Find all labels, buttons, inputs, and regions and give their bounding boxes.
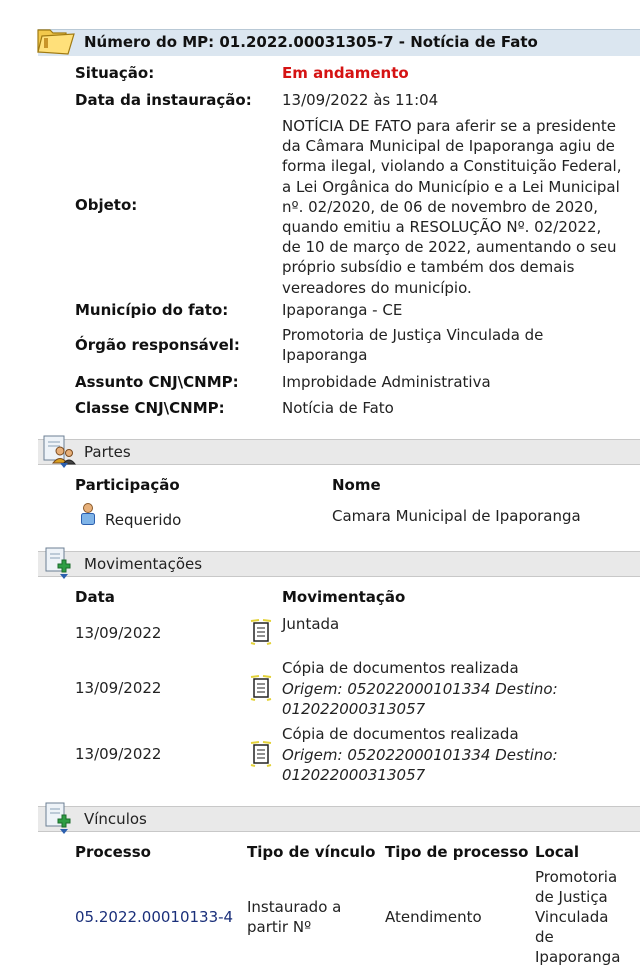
objeto-line: da Câmara Municipal de Ipaporanga agiu de: [282, 137, 615, 156]
partes-title: Partes: [84, 443, 131, 461]
objeto-line: NOTÍCIA DE FATO para aferir se a presidente: [282, 117, 616, 135]
vinculos-title: Vínculos: [84, 810, 147, 828]
folder-icon: [36, 24, 78, 56]
mov-col-movimentacao: Movimentação: [282, 588, 406, 606]
document-icon[interactable]: [249, 675, 273, 701]
partes-icon: [42, 434, 78, 468]
mov-row-origem: Origem: 052022000101334 Destino:: [282, 680, 558, 698]
assunto-value: Improbidade Administrativa: [282, 373, 491, 391]
objeto-line: forma ilegal, violando a Constituição Federal,: [282, 157, 622, 176]
data-instauracao-label: Data da instauração:: [75, 91, 252, 109]
mp-header: [38, 29, 640, 56]
vinc-col-tipo-processo: Tipo de processo: [385, 843, 529, 861]
situacao-value: Em andamento: [282, 64, 409, 82]
mov-row-destino: 012022000313057: [282, 700, 426, 718]
vinc-col-processo: Processo: [75, 843, 151, 861]
classe-value: Notícia de Fato: [282, 399, 394, 417]
vinc-local-line: Promotoria: [535, 868, 618, 886]
classe-label: Classe CNJ\CNMP:: [75, 399, 225, 417]
mov-row-destino: 012022000313057: [282, 766, 426, 784]
municipio-value: Ipaporanga - CE: [282, 301, 403, 319]
parte-participacao: Requerido: [105, 511, 182, 529]
objeto-line: vereadores do município.: [282, 278, 472, 297]
vinc-tipo-vinculo-line1: Instaurado a: [247, 898, 342, 916]
mov-row-text: Juntada: [282, 615, 340, 633]
vinc-tipo-processo: Atendimento: [385, 908, 482, 926]
partes-col-participacao: Participação: [75, 476, 180, 494]
orgao-value-line2: Ipaporanga: [282, 346, 368, 364]
orgao-value-line1: Promotoria de Justiça Vinculada de: [282, 326, 544, 344]
objeto-label: Objeto:: [75, 196, 138, 214]
mov-row-text: Cópia de documentos realizada: [282, 725, 519, 743]
mov-col-data: Data: [75, 588, 115, 606]
objeto-line: quando emitiu a RESOLUÇÃO Nº. 02/2022,: [282, 218, 602, 237]
vinculos-icon: [42, 801, 78, 835]
movimentacoes-header[interactable]: [38, 551, 640, 577]
partes-header[interactable]: [38, 439, 640, 465]
mov-row-data: 13/09/2022: [75, 679, 162, 697]
assunto-label: Assunto CNJ\CNMP:: [75, 373, 239, 391]
vinc-col-local: Local: [535, 843, 580, 861]
movimentacoes-icon: [42, 546, 78, 580]
person-icon: [79, 502, 97, 526]
objeto-value: [282, 116, 622, 298]
document-icon[interactable]: [249, 741, 273, 767]
objeto-line: de 10 de março de 2022, aumentando o seu: [282, 238, 617, 257]
vinc-local: [535, 867, 640, 967]
objeto-line: próprio subsídio e também dos demais: [282, 258, 575, 277]
mp-title: Número do MP: 01.2022.00031305-7 - Notícia de Fato: [84, 33, 538, 51]
vinc-tipo-vinculo-line2: partir Nº: [247, 918, 312, 936]
vinc-local-line: Vinculada: [535, 908, 609, 926]
document-icon[interactable]: [249, 619, 273, 645]
orgao-label: Órgão responsável:: [75, 336, 240, 354]
movimentacoes-title: Movimentações: [84, 555, 203, 573]
vinc-local-line: de: [535, 928, 554, 946]
objeto-line: a Lei Orgânica do Município e a Lei Municipal: [282, 177, 620, 196]
vinc-processo-link[interactable]: 05.2022.00010133-4: [75, 908, 234, 926]
vinc-local-line: de Justiça: [535, 888, 608, 906]
objeto-line: nº. 02/2020, de 06 de novembro de 2020,: [282, 197, 599, 216]
parte-nome: Camara Municipal de Ipaporanga: [332, 507, 581, 525]
mov-row-text: Cópia de documentos realizada: [282, 659, 519, 677]
data-instauracao-value: 13/09/2022 às 11:04: [282, 91, 439, 109]
vinculos-header[interactable]: [38, 806, 640, 832]
mov-row-data: 13/09/2022: [75, 745, 162, 763]
mov-row-data: 13/09/2022: [75, 624, 162, 642]
vinc-local-line: Ipaporanga: [535, 948, 621, 966]
vinc-col-tipo-vinculo: Tipo de vínculo: [247, 843, 376, 861]
municipio-label: Município do fato:: [75, 301, 229, 319]
mov-row-origem: Origem: 052022000101334 Destino:: [282, 746, 558, 764]
partes-col-nome: Nome: [332, 476, 381, 494]
situacao-label: Situação:: [75, 64, 155, 82]
